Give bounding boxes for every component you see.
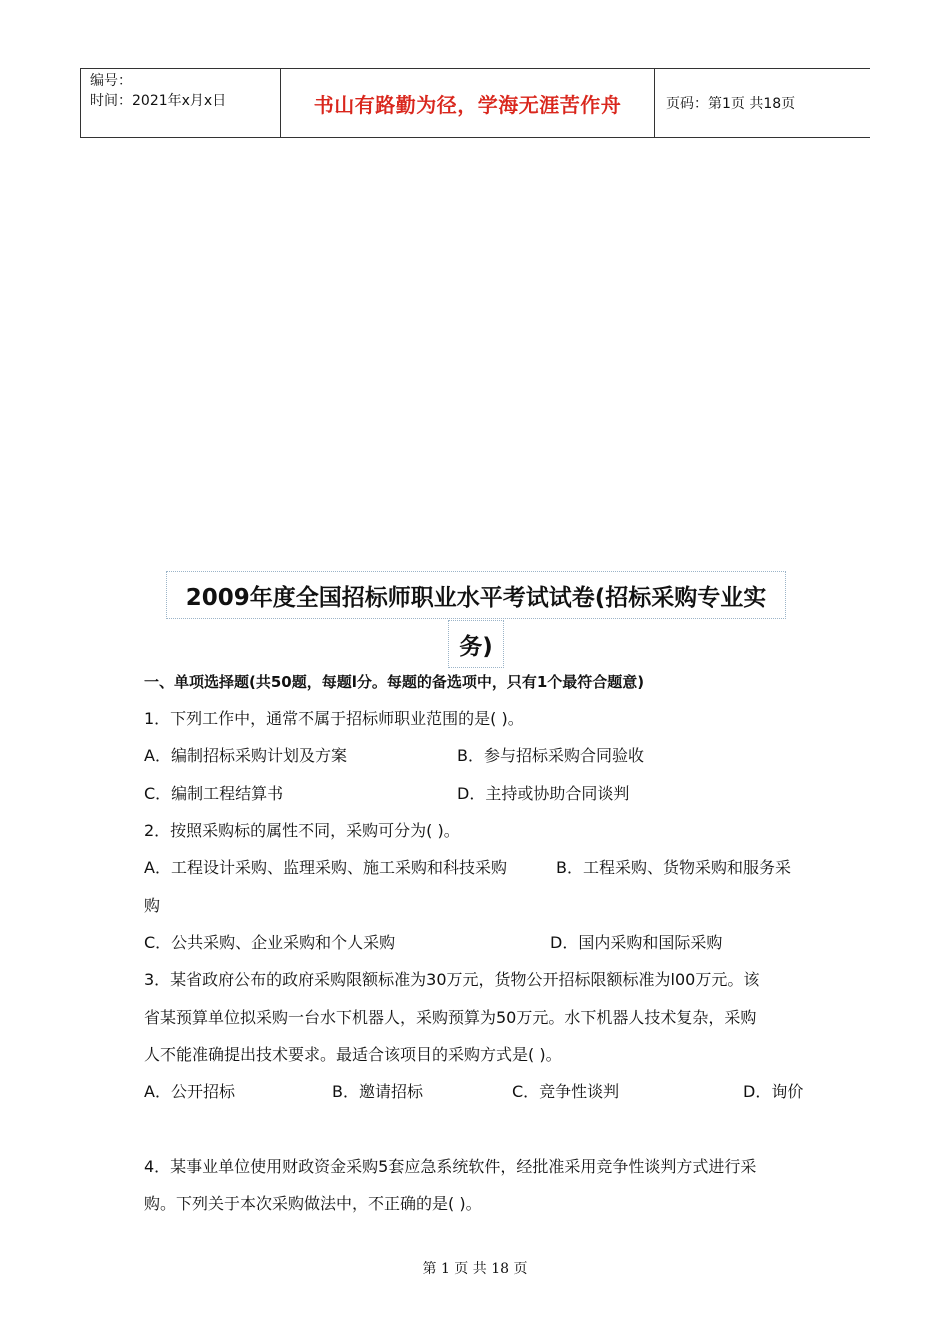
header-meta bbox=[80, 69, 281, 137]
number-label: 编号： bbox=[90, 73, 132, 89]
question-1-option-a: A．编制招标采购计划及方案 bbox=[144, 746, 347, 765]
question-2-option-a: A．工程设计采购、监理采购、施工采购和科技采购 bbox=[144, 858, 507, 877]
question-3-option-d: D．询价 bbox=[743, 1082, 804, 1101]
header-page-info bbox=[655, 69, 870, 137]
question-1-option-b: B．参与招标采购合同验收 bbox=[457, 746, 644, 765]
question-3-stem-line3: 人不能准确提出技术要求。最适合该项目的采购方式是( )。 bbox=[144, 1045, 562, 1064]
header-motto bbox=[281, 69, 655, 137]
page-info-text: 页码：第1页 共18页 bbox=[666, 96, 796, 112]
page-footer: 第 1 页 共 18 页 bbox=[422, 1261, 528, 1277]
document-title-line1: 2009年度全国招标师职业水平考试试卷(招标采购专业实 bbox=[185, 584, 767, 611]
document-title-box bbox=[166, 571, 786, 619]
question-3-stem-line1: 3．某省政府公布的政府采购限额标准为30万元，货物公开招标限额标准为l00万元。该 bbox=[144, 970, 760, 989]
motto-text: 书山有路勤为径，学海无涯苦作舟 bbox=[313, 92, 622, 117]
question-3-option-b: B．邀请招标 bbox=[332, 1082, 423, 1101]
page-header bbox=[80, 68, 870, 138]
question-1-option-c: C．编制工程结算书 bbox=[144, 784, 284, 803]
question-1-option-d: D．主持或协助合同谈判 bbox=[457, 784, 630, 803]
question-3-option-c: C．竞争性谈判 bbox=[512, 1082, 620, 1101]
question-2-option-c: C．公共采购、企业采购和个人采购 bbox=[144, 933, 396, 952]
question-4-stem-line2: 购。下列关于本次采购做法中，不正确的是( )。 bbox=[144, 1194, 482, 1213]
document-title-box-2 bbox=[448, 620, 504, 668]
question-3-stem-line2: 省某预算单位拟采购一台水下机器人，采购预算为50万元。水下机器人技术复杂，采购 bbox=[144, 1008, 757, 1027]
question-4-stem-line1: 4．某事业单位使用财政资金采购5套应急系统软件，经批准采用竞争性谈判方式进行采 bbox=[144, 1157, 757, 1176]
time-label: 时间：2021年x月x日 bbox=[90, 93, 227, 109]
question-1-stem: 1．下列工作中，通常不属于招标师职业范围的是( )。 bbox=[144, 709, 524, 728]
question-2-option-b-cont: 购 bbox=[144, 896, 161, 915]
question-3-option-a: A．公开招标 bbox=[144, 1082, 235, 1101]
question-2-stem: 2．按照采购标的属性不同，采购可分为( )。 bbox=[144, 821, 460, 840]
question-2-option-d: D．国内采购和国际采购 bbox=[550, 933, 723, 952]
section-heading: 一、单项选择题(共50题，每题l分。每题的备选项中，只有1个最符合题意) bbox=[144, 673, 645, 691]
question-2-option-b: B．工程采购、货物采购和服务采 bbox=[556, 858, 791, 877]
document-title-line2: 务) bbox=[459, 633, 493, 660]
